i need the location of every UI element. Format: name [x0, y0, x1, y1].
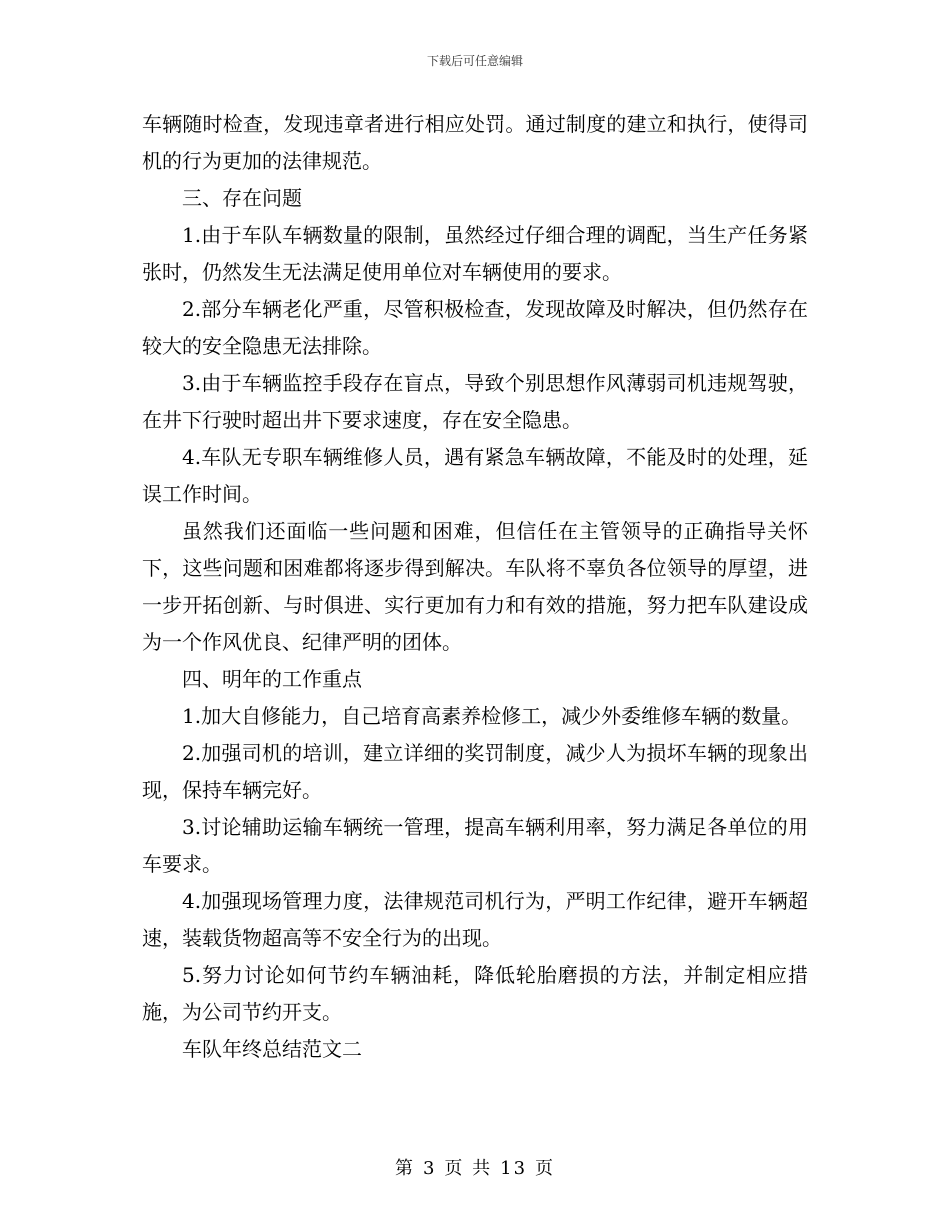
- paragraph: 车辆随时检查，发现违章者进行相应处罚。通过制度的建立和执行，使得司机的行为更加的法律规范。: [142, 112, 808, 173]
- paragraph: 3.讨论辅助运输车辆统一管理，提高车辆利用率，努力满足各单位的用车要求。: [142, 815, 808, 876]
- page-header: 下载后可任意编辑: [426, 54, 523, 68]
- section-heading: 车队年终总结范文二: [182, 1037, 362, 1061]
- paragraph: 1.加大自修能力，自己培育高素养检修工，减少外委维修车辆的数量。: [182, 704, 802, 728]
- page-footer: [0, 1154, 950, 1180]
- footer-mid: 页 共: [444, 1158, 493, 1179]
- total-pages: 13: [500, 1158, 528, 1179]
- paragraph: 2.部分车辆老化严重，尽管积极检查，发现故障及时解决，但仍然存在较大的安全隐患无法排除。: [142, 297, 808, 358]
- paragraph: 4.加强现场管理力度，法律规范司机行为，严明工作纪律，避开车辆超速，装载货物超高等不安全行为的出现。: [142, 889, 808, 950]
- footer-suffix: 页: [535, 1158, 556, 1179]
- page-number: 3: [422, 1158, 437, 1179]
- paragraph: 3.由于车辆监控手段存在盲点，导致个别思想作风薄弱司机违规驾驶，在井下行驶时超出井下要求速度，存在安全隐患。: [142, 371, 808, 432]
- footer-prefix: 第: [394, 1158, 415, 1179]
- paragraph: 5.努力讨论如何节约车辆油耗，降低轮胎磨损的方法，并制定相应措施，为公司节约开支。: [142, 963, 808, 1024]
- paragraph: 2.加强司机的培训，建立详细的奖罚制度，减少人为损坏车辆的现象出现，保持车辆完好。: [142, 741, 808, 802]
- document-body: [142, 106, 808, 1068]
- paragraph: 1.由于车队车辆数量的限制，虽然经过仔细合理的调配，当生产任务紧张时，仍然发生无法满足使用单位对车辆使用的要求。: [142, 223, 808, 284]
- section-heading: 三、存在问题: [182, 186, 302, 210]
- section-heading: 四、明年的工作重点: [182, 667, 362, 691]
- paragraph: 4.车队无专职车辆维修人员，遇有紧急车辆故障，不能及时的处理，延误工作时间。: [142, 445, 808, 506]
- paragraph: 虽然我们还面临一些问题和困难，但信任在主管领导的正确指导关怀下，这些问题和困难都将逐步得到解决。车队将不辜负各位领导的厚望，进一步开拓创新、与时俱进、实行更加有力和有效的措施，努力把车队建设成为一个作风优良、纪律严明的团体。: [142, 519, 808, 654]
